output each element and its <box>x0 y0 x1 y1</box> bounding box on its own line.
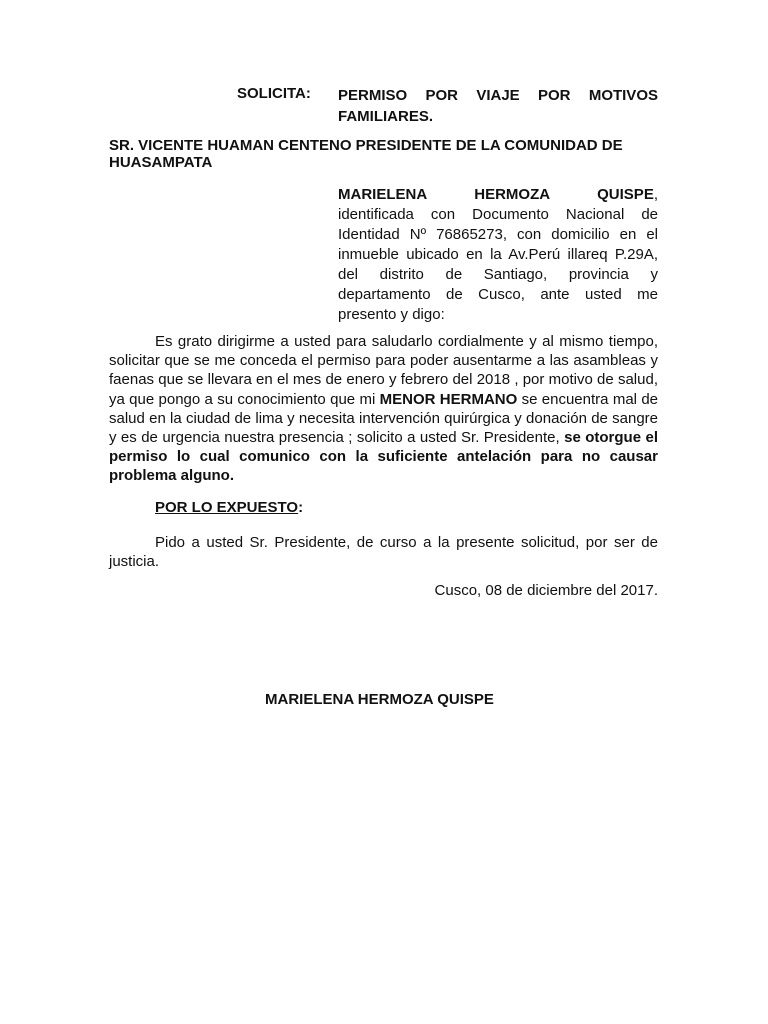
date-line: Cusco, 08 de diciembre del 2017. <box>434 582 658 599</box>
identity-name: MARIELENA HERMOZA QUISPE <box>338 186 654 203</box>
identity-block <box>338 185 658 325</box>
petition-text: Pido a usted Sr. Presidente, de curso a la presente solicitud, por ser de justicia. <box>109 534 658 570</box>
subject-text <box>338 85 658 127</box>
body-part-2: se encuentra mal de salud en la ciudad de lima y necesita intervención quirúrgica y donación de sangre y es de urgencia nuestra presencia ; solicito a usted Sr. Presidente, <box>109 390 658 447</box>
subject-line-2: FAMILIARES. <box>338 108 434 125</box>
body-part-1: Es grato dirigirme a usted para saludarlo cordialmente y al mismo tiempo, solicitar que se me conceda el permiso para poder ausentarme a las asambleas y faenas que se llevara en el mes de enero y febrero del 2018 , por motivo de salud, ya que pongo a su conocimiento que mi <box>109 333 658 408</box>
expuesto-label: POR LO EXPUESTO <box>155 499 299 516</box>
identity-name-comma: , <box>653 186 658 203</box>
petition-paragraph <box>109 533 658 571</box>
signature-name: MARIELENA HERMOZA QUISPE <box>265 691 494 708</box>
body-bold-1: MENOR HERMANO <box>379 390 518 408</box>
addressee: SR. VICENTE HUAMAN CENTENO PRESIDENTE DE LA COMUNIDAD DE HUASAMPATA <box>109 137 623 171</box>
subject-label: SOLICITA: <box>237 85 311 102</box>
identity-name-line <box>338 185 658 205</box>
subject-line-1: PERMISO POR VIAJE POR MOTIVOS <box>338 87 658 104</box>
body-bold-2: se otorgue el permiso lo cual comunico con la suficiente antelación para no causar problema alguno. <box>109 429 658 485</box>
identity-text: identificada con Documento Nacional de Identidad Nº 76865273, con domicilio en el inmueble ubicado en la Av.Perú illareq P.29A, del distrito de Santiago, provincia y departamento de Cusco, ante usted me presento y digo: <box>338 206 658 323</box>
expuesto-colon: : <box>298 499 304 516</box>
body-paragraph <box>109 332 658 486</box>
por-lo-expuesto <box>155 499 303 516</box>
